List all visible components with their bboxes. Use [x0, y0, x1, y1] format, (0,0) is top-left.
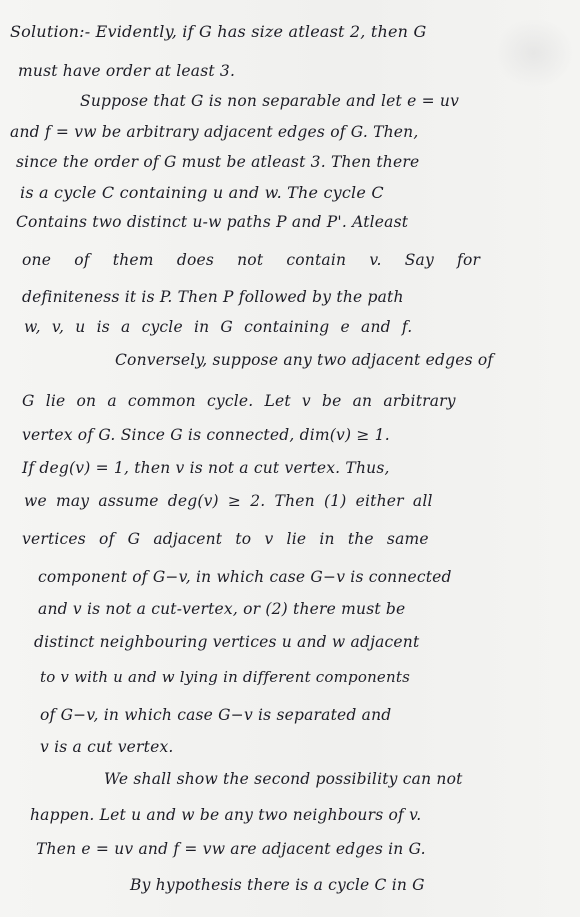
solution-line: of G−v, in which case G−v is separated and [40, 706, 392, 724]
solution-line: If deg(v) = 1, then v is not a cut vertex. Thus, [22, 459, 390, 477]
solution-line: G lie on a common cycle. Let v be an arbitrary [22, 392, 456, 410]
solution-line: is a cycle C containing u and w. The cycle C [20, 183, 384, 202]
solution-line: Suppose that G is non separable and let e = uv [80, 92, 460, 110]
solution-line: vertices of G adjacent to v lie in the same [22, 530, 429, 548]
solution-line: We shall show the second possibility can not [104, 770, 463, 788]
solution-line: since the order of G must be atleast 3. Then there [16, 153, 420, 171]
solution-line: v is a cut vertex. [40, 738, 174, 756]
solution-line: Then e = uv and f = vw are adjacent edges in G. [36, 840, 426, 858]
solution-line: and v is not a cut-vertex, or (2) there must be [38, 600, 406, 618]
solution-line: to v with u and w lying in different components [40, 668, 410, 686]
solution-line: and f = vw be arbitrary adjacent edges of G. Then, [10, 123, 419, 141]
solution-line: Conversely, suppose any two adjacent edges of [115, 351, 494, 369]
solution-line: distinct neighbouring vertices u and w adjacent [34, 633, 420, 651]
solution-line: w, v, u is a cycle in G containing e and f. [24, 318, 413, 336]
solution-line: By hypothesis there is a cycle C in G [130, 876, 425, 894]
solution-line: happen. Let u and w be any two neighbours of v. [30, 806, 422, 824]
solution-line: we may assume deg(v) ≥ 2. Then (1) either all [24, 492, 433, 510]
solution-line: vertex of G. Since G is connected, dim(v) ≥ 1. [22, 426, 390, 444]
solution-line: one of them does not contain v. Say for [22, 251, 481, 269]
solution-line: definiteness it is P. Then P followed by the path [22, 288, 404, 306]
solution-line: must have order at least 3. [18, 62, 236, 80]
solution-line: Solution:- Evidently, if G has size atleast 2, then G [10, 22, 427, 41]
solution-line: component of G−v, in which case G−v is connected [38, 568, 452, 586]
solution-line: Contains two distinct u-w paths P and P'. Atleast [16, 213, 409, 231]
